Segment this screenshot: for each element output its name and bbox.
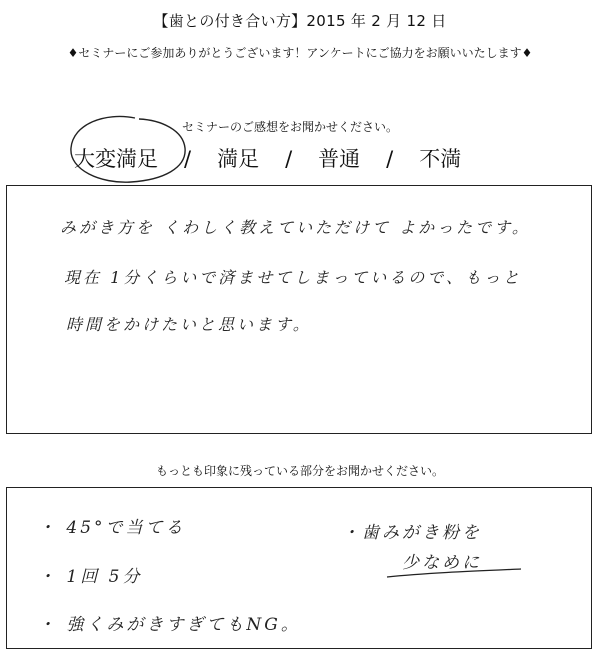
question-2-prompt: もっとも印象に残っている部分をお聞かせください。: [155, 464, 444, 478]
survey-title: 【歯との付き合い方】2015 年 2 月 12 日: [153, 12, 447, 30]
rating-separator: /: [386, 147, 394, 171]
rating-separator: /: [285, 147, 293, 171]
impression-item: ・ 45°で当てる: [38, 518, 186, 538]
comment-line: 現在 1分くらいで済ませてしまっているので、もっと: [64, 268, 522, 287]
rating-option-satisfied[interactable]: 満足: [217, 147, 260, 171]
rating-option-very-satisfied[interactable]: 大変満足: [74, 147, 158, 171]
comment-line: 時間をかけたいと思います。: [66, 315, 312, 334]
handwritten-underline: [385, 565, 525, 581]
rating-option-neutral[interactable]: 普通: [318, 147, 361, 171]
comment-line: みがき方を くわしく教えていただけて よかったです。: [60, 218, 531, 237]
impression-side-note: 少なめに: [402, 553, 482, 573]
question-1-prompt: セミナーのご感想をお聞かせください。: [182, 120, 399, 134]
selection-circle-mark: [65, 110, 193, 188]
impression-side-note: ・歯みがき粉を: [342, 523, 482, 543]
rating-option-dissatisfied[interactable]: 不満: [419, 147, 462, 171]
impression-item: ・ 1回 5分: [38, 567, 143, 587]
impression-item: ・ 強くみがきすぎてもNG。: [38, 615, 301, 635]
thanks-message: ♦セミナーにご参加ありがとうございます！アンケートにご協力をお願いいたします♦: [67, 46, 533, 60]
rating-separator: /: [184, 147, 192, 171]
